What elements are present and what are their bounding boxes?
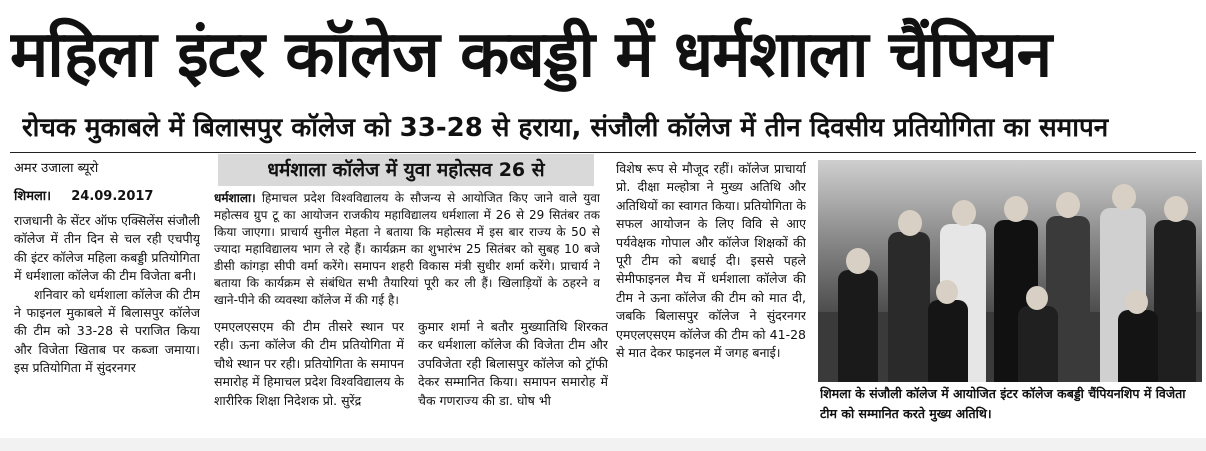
person-shape	[1118, 310, 1158, 382]
person-shape	[888, 232, 930, 382]
dateline-place: शिमला।	[14, 189, 52, 204]
photo-caption: शिमला के संजौली कॉलेज में आयोजित इंटर कॉलेज कबड्डी चैंपियनशिप में विजेता टीम को सम्मानित करते मुख्य अतिथि।	[820, 386, 1186, 421]
sidebar-text: हिमाचल प्रदेश विश्वविद्यालय के सौजन्य से आयोजित किए जाने वाले युवा महोत्सव ग्रुप टू का आयोजन राजकीय महाविद्यालय धर्मशाला में 26 से 29 सितंबर तक किया जाएगा। प्राचार्य सुनील मेहता ने बताया कि महोत्सव में इस बार राज्य के 50 से ज्यादा महाविद्यालय भाग ले रहे हैं। कार्यक्रम का शुभारंभ 25 सितंबर को सुबह 10 बजे डीसी कांगड़ा सीपी वर्मा करेंगे। समापन शहरी विकास मंत्री सुधीर शर्मा करेंगे। प्राचार्य ने बताया कि कार्यक्रम से संबंधित सभी तैयारियां पूरी कर ली हैं। खिलाड़ियों के ठहरने व खाने-पीने की व्यवस्था कॉलेज में की गई है।	[214, 191, 600, 307]
sidebar-body	[214, 190, 600, 312]
person-head	[1026, 286, 1048, 310]
person-head	[1126, 290, 1148, 314]
person-head	[936, 280, 958, 304]
dateline-date: 24.09.2017	[71, 189, 154, 204]
article-column-2: एमएलएसएम की टीम तीसरे स्थान पर रही। ऊना कॉलेज की टीम प्रतियोगिता में चौथे स्थान पर रही। प्रतियोगिता के समापन समारोह में हिमाचल प्रदेश विश्वविद्यालय के शारीरिक शिक्षा निदेशक प्रो. सुरेंद्र	[214, 319, 404, 408]
person-head	[898, 210, 922, 236]
person-head	[952, 200, 976, 226]
person-shape	[838, 270, 878, 382]
person-head	[1164, 196, 1188, 222]
byline: अमर उजाला ब्यूरो	[14, 161, 99, 176]
article-column-1	[14, 212, 200, 434]
dateline	[14, 186, 153, 204]
sidebar-place: धर्मशाला।	[214, 191, 256, 205]
sidebar-heading: धर्मशाला कॉलेज में युवा महोत्सव 26 से	[218, 154, 594, 186]
person-shape	[928, 300, 968, 382]
article-column-3: कुमार शर्मा ने बतौर मुख्यातिथि शिरकत कर धर्मशाला कॉलेज की विजेता टीम और उपविजेता रही बिलासपुर कॉलेज को ट्रॉफी देकर सम्मानित किया। समापन समारोह में चैक गणराज्य की डा. घोष भी	[418, 319, 608, 408]
person-head	[1004, 196, 1028, 222]
person-head	[1056, 192, 1080, 218]
person-shape	[1154, 220, 1196, 382]
team-photo	[818, 160, 1202, 382]
page-fold	[0, 438, 1206, 451]
person-head	[1112, 184, 1136, 210]
subheadline: रोचक मुकाबले में बिलासपुर कॉलेज को 33-28 से हराया, संजौली कॉलेज में तीन दिवसीय प्रतियोगिता का समापन	[22, 113, 1109, 143]
article-paragraph-1: राजधानी के सेंटर ऑफ एक्सिलेंस संजौली कॉलेज में तीन दिन से चल रही एचपीयू की इंटर कॉलेज महिला कबड्डी प्रतियोगिता में धर्मशाला कॉलेज की टीम विजेता बनी।	[14, 213, 200, 284]
person-head	[846, 248, 870, 274]
article-column-4: विशेष रूप से मौजूद रहीं। कॉलेज प्राचार्या प्रो. दीक्षा मल्होत्रा ने मुख्य अतिथि और अतिथियों का स्वागत किया। प्रतियोगिता के सफल आयोजन के लिए विवि से आए पर्यवेक्षक गोपाल और कॉलेज शिक्षकों की पूरी टीम को बधाई दी। इससे पहले सेमीफाइनल मैच में धर्मशाला कॉलेज की टीम ने ऊना कॉलेज की टीम को मात दी, जबकि बिलासपुर कॉलेज ने सुंदरनगर एमएलएसएम कॉलेज की टीम को 41-28 से मात देकर फाइनल में जगह बनाई।	[616, 161, 806, 361]
article-paragraph-2: शनिवार को धर्मशाला कॉलेज की टीम ने फाइनल मुकाबले में बिलासपुर कॉलेज की टीम को 33-28 से पराजित किया और विजेता खिताब पर कब्जा जमाया। इस प्रतियोगिता में सुंदरनगर	[14, 286, 200, 376]
headline: महिला इंटर कॉलेज कबड्डी में धर्मशाला चैंपियन	[10, 18, 1052, 92]
top-divider	[10, 152, 1196, 153]
person-shape	[1018, 306, 1058, 382]
